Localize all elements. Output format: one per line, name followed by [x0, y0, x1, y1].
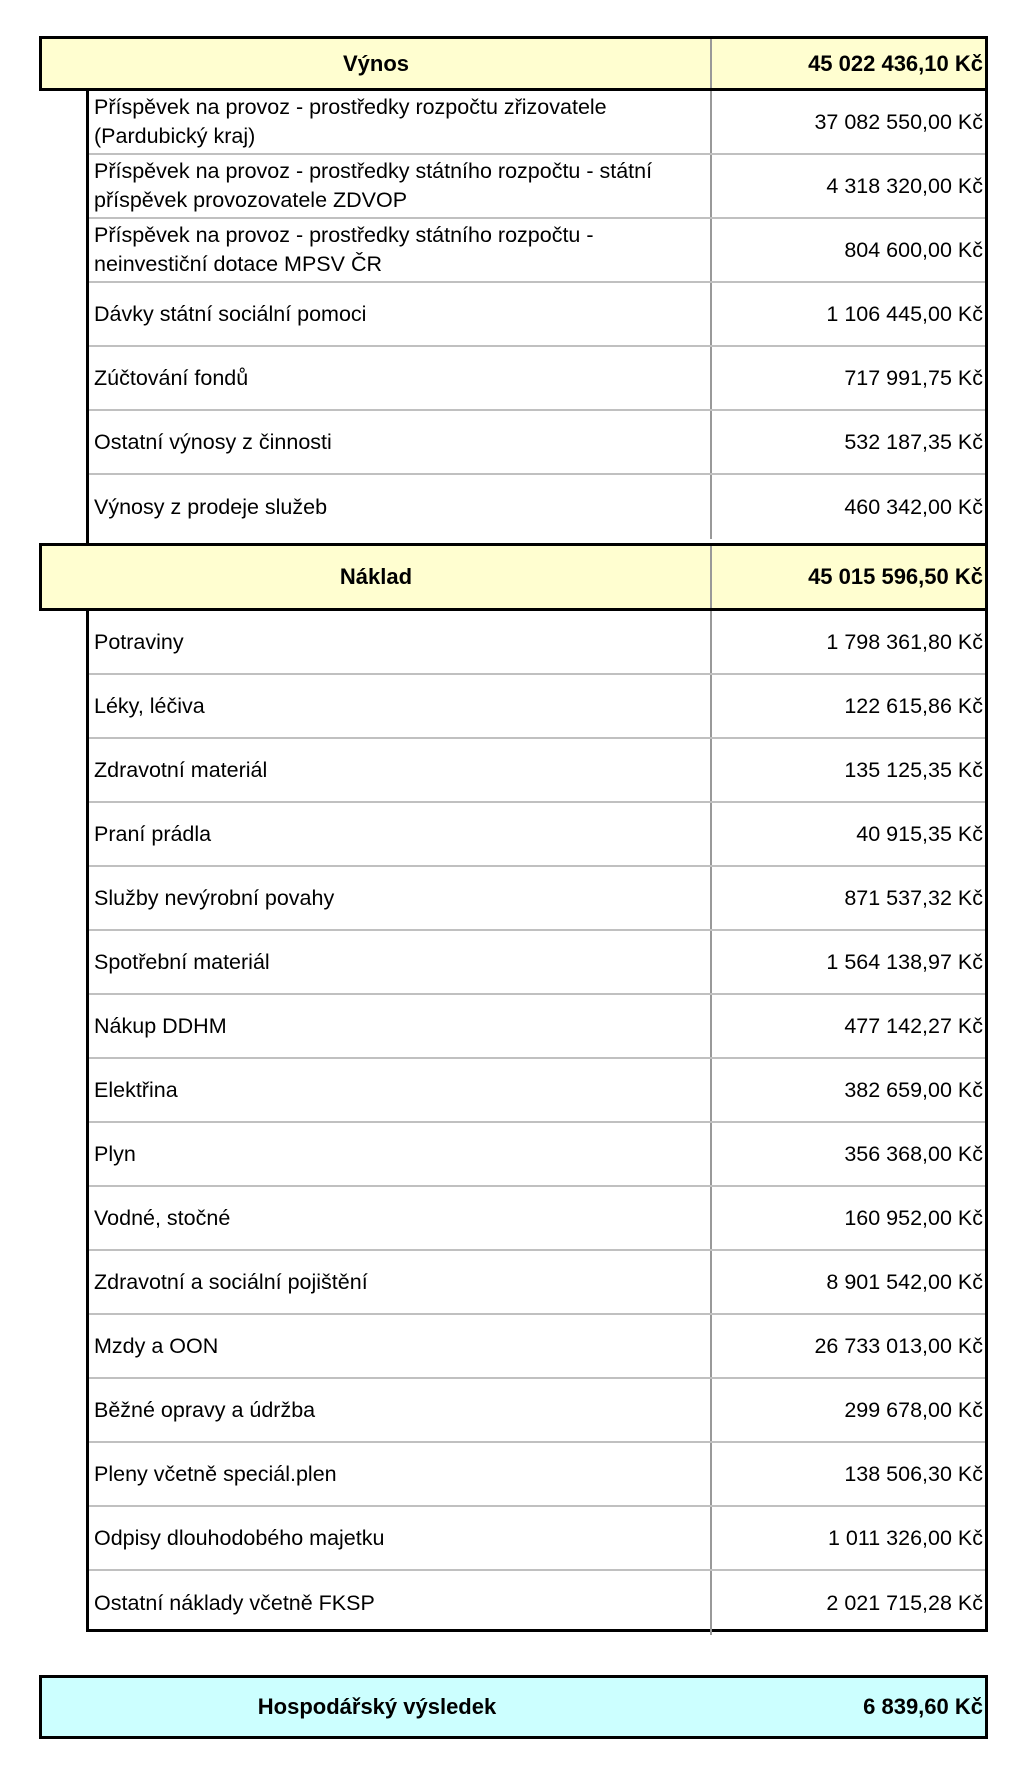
result-label: Hospodářský výsledek: [257, 1694, 497, 1719]
cost-item-name: Mzdy a OON: [89, 1315, 712, 1377]
cost-item-amount: 40 915,35 Kč: [856, 821, 983, 846]
result-row: [39, 1675, 988, 1739]
cost-item-name: Elektřina: [89, 1059, 712, 1121]
costs-total: 45 015 596,50 Kč: [808, 564, 983, 589]
table-row: [89, 1507, 985, 1571]
revenue-total: 45 022 436,10 Kč: [808, 50, 983, 76]
table-row: [89, 155, 985, 219]
cost-item-amount: 2 021 715,28 Kč: [826, 1590, 983, 1615]
cost-item-name: Nákup DDHM: [89, 995, 712, 1057]
cost-item-name: Odpisy dlouhodobého majetku: [89, 1507, 712, 1569]
table-row: [89, 739, 985, 803]
table-row: [89, 219, 985, 283]
revenue-table: [86, 91, 988, 543]
cost-item-amount: 299 678,00 Kč: [844, 1397, 983, 1422]
cost-item-name: Potraviny: [89, 611, 712, 673]
revenue-item-amount: 460 342,00 Kč: [844, 494, 983, 519]
cost-item-amount: 135 125,35 Kč: [844, 757, 983, 782]
revenue-item-name: Ostatní výnosy z činnosti: [89, 411, 712, 473]
cost-item-amount: 356 368,00 Kč: [844, 1141, 983, 1166]
costs-header-label: Náklad: [42, 546, 712, 608]
cost-item-name: Plyn: [89, 1123, 712, 1185]
table-row: [89, 803, 985, 867]
cost-item-amount: 1 011 326,00 Kč: [827, 1525, 983, 1550]
cost-item-name: Pleny včetně speciál.plen: [89, 1443, 712, 1505]
cost-item-name: Praní prádla: [89, 803, 712, 865]
cost-item-amount: 160 952,00 Kč: [844, 1205, 983, 1230]
cost-item-amount: 138 506,30 Kč: [844, 1461, 983, 1486]
revenue-item-amount: 37 082 550,00 Kč: [814, 109, 983, 134]
cost-item-amount: 477 142,27 Kč: [844, 1013, 983, 1038]
cost-item-amount: 382 659,00 Kč: [844, 1077, 983, 1102]
revenue-item-name: Příspěvek na provoz - prostředky státního rozpočtu - státní příspěvek provozovatele ZDVOP: [89, 155, 712, 217]
table-row: [89, 1315, 985, 1379]
cost-item-amount: 8 901 542,00 Kč: [826, 1269, 983, 1294]
cost-item-name: Běžné opravy a údržba: [89, 1379, 712, 1441]
result-value: 6 839,60 Kč: [863, 1694, 983, 1719]
table-row: [89, 475, 985, 539]
revenue-header: [39, 36, 988, 91]
revenue-item-amount: 717 991,75 Kč: [844, 365, 983, 390]
table-row: [89, 1379, 985, 1443]
table-row: [89, 931, 985, 995]
revenue-item-name: Výnosy z prodeje služeb: [89, 475, 712, 539]
cost-item-amount: 1 564 138,97 Kč: [826, 949, 983, 974]
table-row: [89, 611, 985, 675]
revenue-item-amount: 804 600,00 Kč: [844, 237, 983, 262]
cost-item-name: Léky, léčiva: [89, 675, 712, 737]
table-row: [89, 1059, 985, 1123]
cost-item-name: Služby nevýrobní povahy: [89, 867, 712, 929]
table-row: [89, 91, 985, 155]
revenue-item-amount: 532 187,35 Kč: [844, 429, 983, 454]
revenue-header-label: Výnos: [42, 39, 712, 88]
table-row: [89, 867, 985, 931]
cost-item-name: Zdravotní materiál: [89, 739, 712, 801]
table-row: [89, 1251, 985, 1315]
table-row: [89, 1187, 985, 1251]
cost-item-name: Vodné, stočné: [89, 1187, 712, 1249]
cost-item-amount: 1 798 361,80 Kč: [826, 629, 983, 654]
costs-table: [86, 611, 988, 1632]
cost-item-amount: 122 615,86 Kč: [844, 693, 983, 718]
cost-item-amount: 26 733 013,00 Kč: [814, 1333, 983, 1358]
cost-item-name: Spotřební materiál: [89, 931, 712, 993]
table-row: [89, 347, 985, 411]
table-row: [89, 675, 985, 739]
table-row: [89, 411, 985, 475]
revenue-item-name: Příspěvek na provoz - prostředky státního rozpočtu - neinvestiční dotace MPSV ČR: [89, 219, 712, 281]
cost-item-amount: 871 537,32 Kč: [844, 885, 983, 910]
table-row: [89, 283, 985, 347]
revenue-item-amount: 1 106 445,00 Kč: [826, 301, 983, 326]
revenue-item-amount: 4 318 320,00 Kč: [826, 173, 983, 198]
revenue-item-name: Zúčtování fondů: [89, 347, 712, 409]
table-row: [89, 995, 985, 1059]
revenue-item-name: Dávky státní sociální pomoci: [89, 283, 712, 345]
cost-item-name: Zdravotní a sociální pojištění: [89, 1251, 712, 1313]
table-row: [89, 1571, 985, 1635]
cost-item-name: Ostatní náklady včetně FKSP: [89, 1571, 712, 1635]
table-row: [89, 1443, 985, 1507]
table-row: [89, 1123, 985, 1187]
costs-header: [39, 543, 988, 611]
revenue-item-name: Příspěvek na provoz - prostředky rozpočtu zřizovatele (Pardubický kraj): [89, 91, 712, 153]
